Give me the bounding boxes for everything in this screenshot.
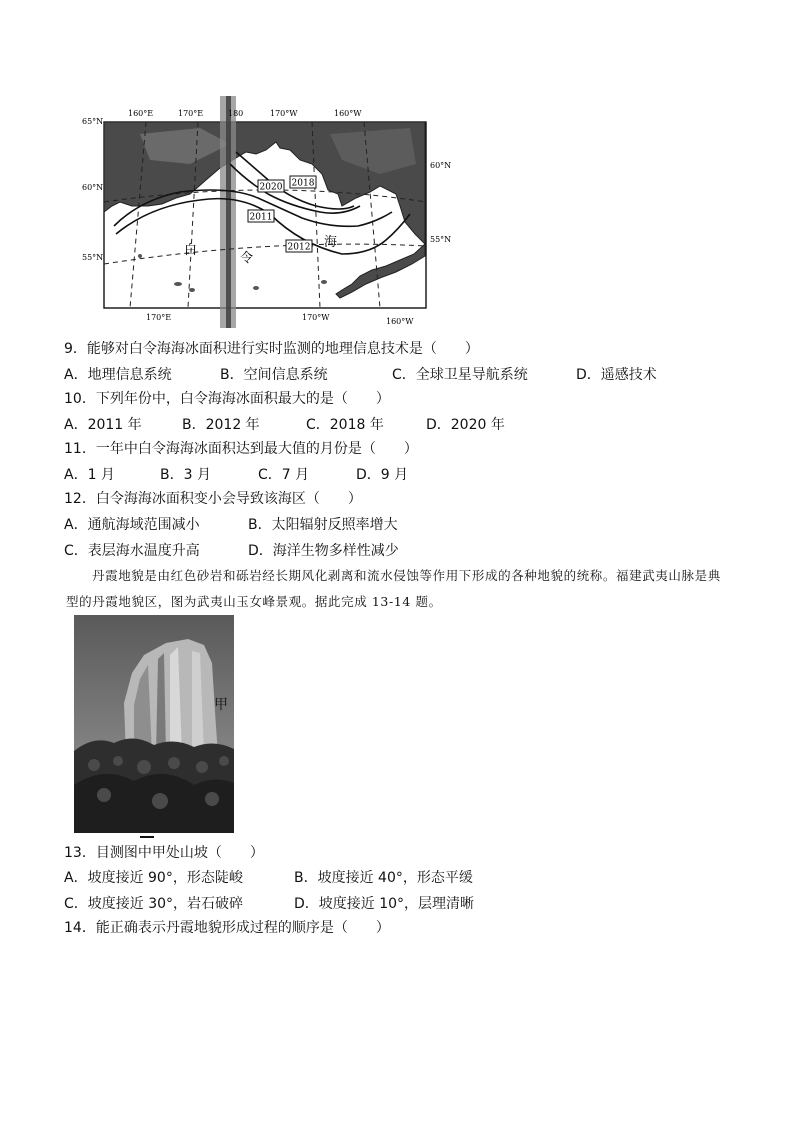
q9-option-b: B．空间信息系统 — [220, 367, 328, 383]
question-13-stem: 13．目测图中甲处山坡（ ） — [64, 845, 264, 861]
sea-char-2: 令 — [240, 251, 254, 266]
lat-label-left-60n: 60°N — [82, 183, 104, 192]
lon-label-top-160e: 160°E — [128, 109, 154, 118]
q12-option-c: C．表层海水温度升高 — [64, 543, 200, 559]
q13-option-b: B．坡度接近 40°，形态平缓 — [294, 870, 473, 886]
lon-label-bottom-170e: 170°E — [146, 313, 172, 322]
map-svg — [80, 94, 460, 330]
q9-option-d: D．遥感技术 — [576, 367, 657, 383]
question-11-stem: 11．一年中白令海海冰面积达到最大值的月份是（ ） — [64, 441, 418, 457]
year-label-2011: 2011 — [249, 212, 273, 223]
photo-svg — [74, 615, 234, 833]
lon-label-top-170w: 170°W — [270, 109, 298, 118]
q9-option-c: C．全球卫星导航系统 — [392, 367, 528, 383]
lon-label-bottom-160w: 160°W — [386, 317, 414, 326]
lon-label-top-170e: 170°E — [178, 109, 204, 118]
question-14-stem: 14．能正确表示丹霞地貌形成过程的顺序是（ ） — [64, 920, 390, 936]
lat-label-left-65n: 65°N — [82, 117, 104, 126]
q10-option-a: A．2011 年 — [64, 417, 142, 433]
lon-label-bottom-170w: 170°W — [302, 313, 330, 322]
bering-sea-ice-map — [80, 94, 460, 330]
lat-label-right-55n: 55°N — [430, 235, 452, 244]
question-12-stem: 12．白令海海冰面积变小会导致该海区（ ） — [64, 491, 362, 507]
q10-option-b: B．2012 年 — [182, 417, 260, 433]
photo-label-jia: 甲 — [214, 697, 228, 713]
yunu-peak-photo — [74, 615, 234, 833]
danxia-passage: 丹霞地貌是由红色砂岩和砾岩经长期风化剥离和流水侵蚀等作用下形成的各种地貌的统称。福建武夷山脉是典型的丹霞地貌区，图为武夷山玉女峰景观。据此完成 13-14 题。 — [66, 568, 721, 609]
q12-option-b: B．太阳辐射反照率增大 — [248, 517, 398, 533]
question-10-stem: 10．下列年份中，白令海海冰面积最大的是（ ） — [64, 391, 390, 407]
q12-option-a: A．通航海域范围减小 — [64, 517, 200, 533]
q11-option-d: D．9 月 — [356, 467, 409, 483]
q11-option-b: B．3 月 — [160, 467, 211, 483]
lat-label-right-60n: 60°N — [430, 161, 452, 170]
q12-option-d: D．海洋生物多样性减少 — [248, 543, 399, 559]
year-label-2012: 2012 — [287, 242, 311, 253]
sea-char-1: 白 — [184, 243, 198, 258]
q11-option-a: A．1 月 — [64, 467, 115, 483]
q13-option-d: D．坡度接近 10°，层理清晰 — [294, 896, 475, 912]
question-9-stem: 9．能够对白令海海冰面积进行实时监测的地理信息技术是（ ） — [64, 341, 479, 357]
year-label-2018: 2018 — [291, 178, 315, 189]
lon-label-top-160w: 160°W — [334, 109, 362, 118]
sea-char-3: 海 — [324, 235, 338, 250]
year-label-2020: 2020 — [259, 182, 283, 193]
q11-option-c: C．7 月 — [258, 467, 310, 483]
photo-underline — [140, 836, 154, 838]
q13-option-c: C．坡度接近 30°，岩石破碎 — [64, 896, 244, 912]
q13-option-a: A．坡度接近 90°，形态陡峻 — [64, 870, 243, 886]
lon-label-top-180: 180 — [228, 109, 244, 118]
q10-option-c: C．2018 年 — [306, 417, 384, 433]
q9-option-a: A．地理信息系统 — [64, 367, 172, 383]
lat-label-left-55n: 55°N — [82, 253, 104, 262]
q10-option-d: D．2020 年 — [426, 417, 505, 433]
